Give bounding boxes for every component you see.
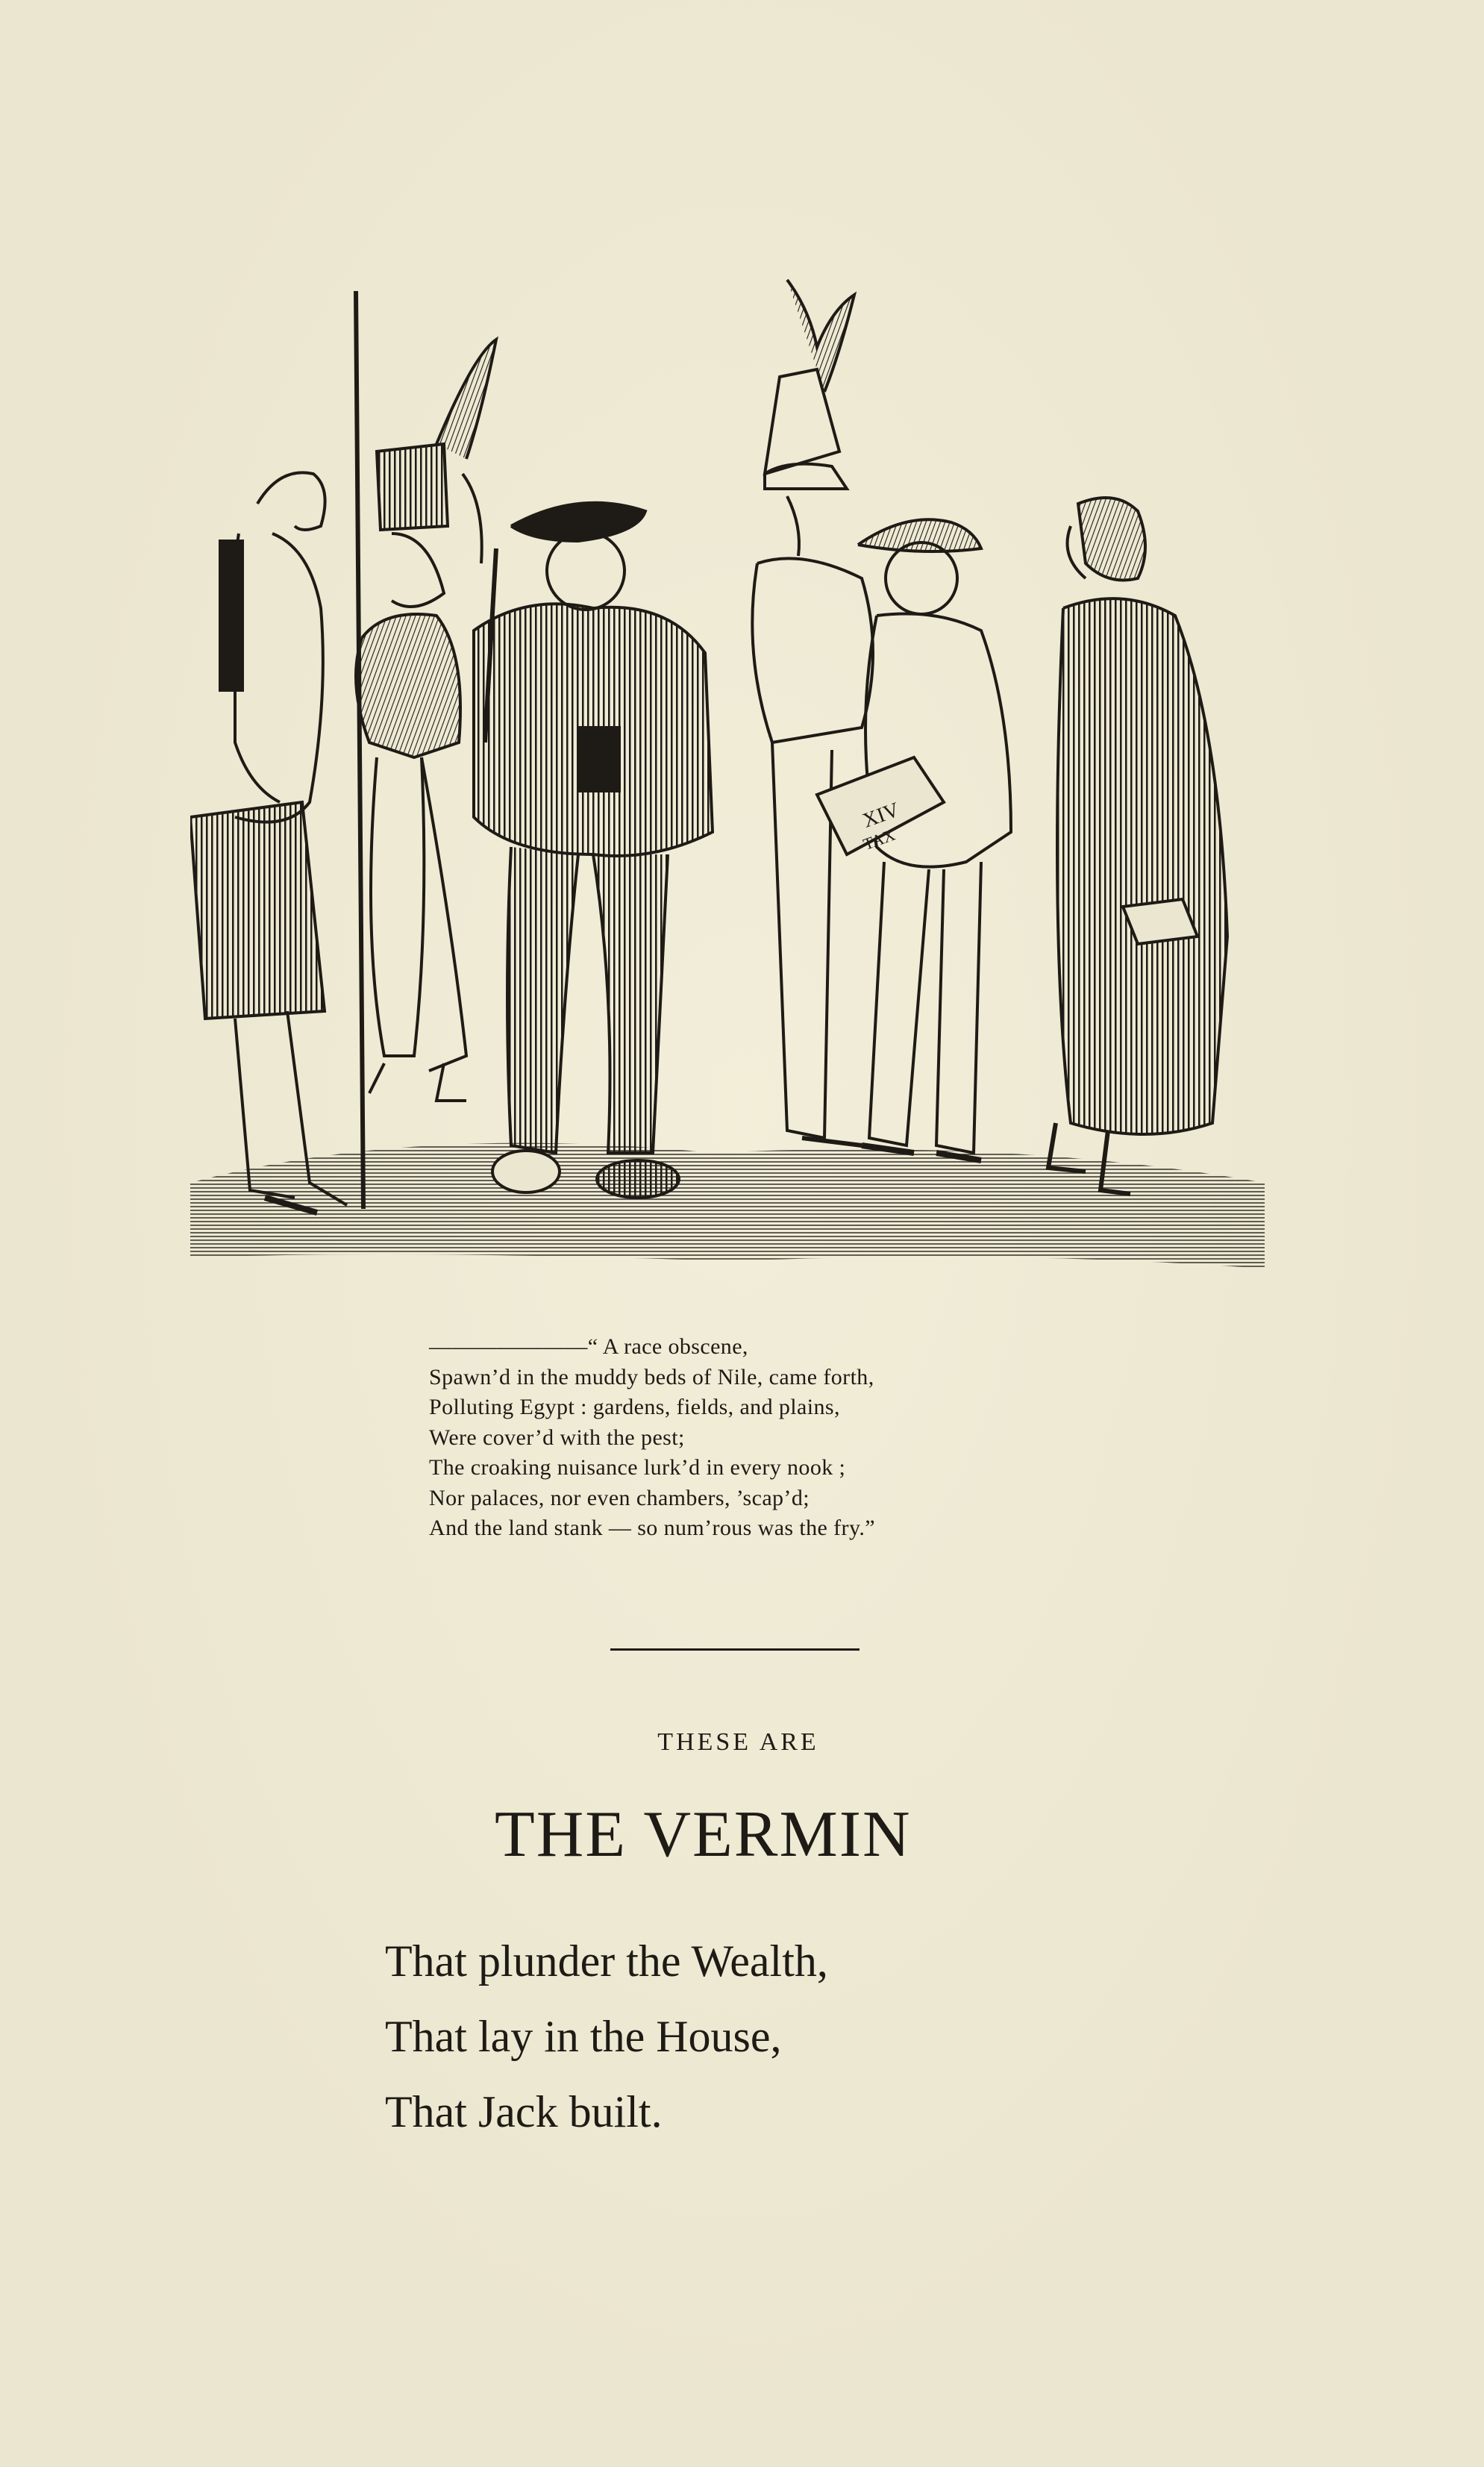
- tax-paper-subtext: TAX: [860, 825, 898, 854]
- verse-line: Spawn’d in the muddy beds of Nile, came forth,: [429, 1364, 874, 1389]
- kicker-label: THESE ARE: [657, 1728, 819, 1756]
- engraving-illustration: [190, 265, 1265, 1272]
- verse-line: ———————“ A race obscene,: [429, 1334, 748, 1359]
- figure-clergyman: [474, 503, 713, 1198]
- verse-line: Were cover’d with the pest;: [429, 1425, 685, 1450]
- rhyme-line: That Jack built.: [385, 2087, 663, 2136]
- kicker-text: [0, 1728, 1484, 1757]
- engraving-drawing: [190, 265, 1265, 1272]
- verse-line: The croaking nuisance lurk’d in every nook ;: [429, 1455, 846, 1480]
- figure-barrister: [1048, 498, 1227, 1194]
- verse-line: And the land stank — so num’rous was the fry.”: [429, 1516, 876, 1540]
- section-divider: [610, 1648, 860, 1651]
- epigraph-verse: [429, 1332, 1101, 1544]
- tax-paper-text: XIV: [860, 798, 903, 833]
- rhyme-line: That lay in the House,: [385, 2012, 782, 2061]
- verse-line: Nor palaces, nor even chambers, ’scap’d;: [429, 1485, 810, 1510]
- verse-line: Polluting Egypt : gardens, fields, and plains,: [429, 1395, 840, 1419]
- figure-courtier: [190, 291, 363, 1213]
- page-title: THE VERMIN: [495, 1798, 912, 1871]
- rhyme-text: [385, 1924, 828, 2150]
- rhyme-line: That plunder the Wealth,: [385, 1936, 828, 1986]
- figure-tax-collector: [817, 519, 1011, 1160]
- figure-plumed-official: [752, 280, 873, 1145]
